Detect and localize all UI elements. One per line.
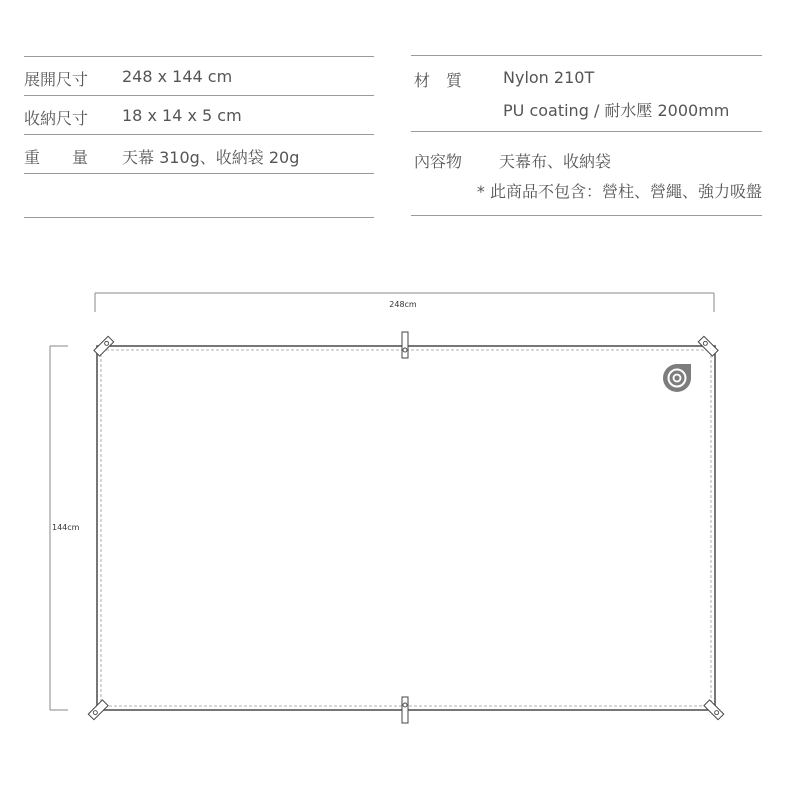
spec-value: 天幕布、收納袋 <box>499 152 612 171</box>
spec-value: Nylon 210T <box>503 68 595 87</box>
spec-label: 展開尺寸 <box>24 70 89 89</box>
logo-icon <box>663 364 691 392</box>
spec-label: 內容物 <box>414 152 463 171</box>
spec-value: 18 x 14 x 5 cm <box>122 106 242 125</box>
spec-label: 重 量 <box>24 148 89 167</box>
width-label: 248cm <box>389 300 417 309</box>
spec-value: PU coating / 耐水壓 2000mm <box>503 101 730 120</box>
spec-value: 248 x 144 cm <box>122 67 233 86</box>
height-label: 144cm <box>52 523 80 532</box>
contents-note: * 此商品不包含：營柱、營繩、強力吸盤 <box>476 182 762 201</box>
tarp-outline <box>97 346 715 710</box>
side-loop-icon <box>402 332 408 358</box>
spec-value: 天幕 310g、收納袋 20g <box>122 148 300 167</box>
spec-label: 收納尺寸 <box>24 109 89 128</box>
spec-label: 材 質 <box>414 71 463 90</box>
side-loop-icon <box>402 697 408 723</box>
